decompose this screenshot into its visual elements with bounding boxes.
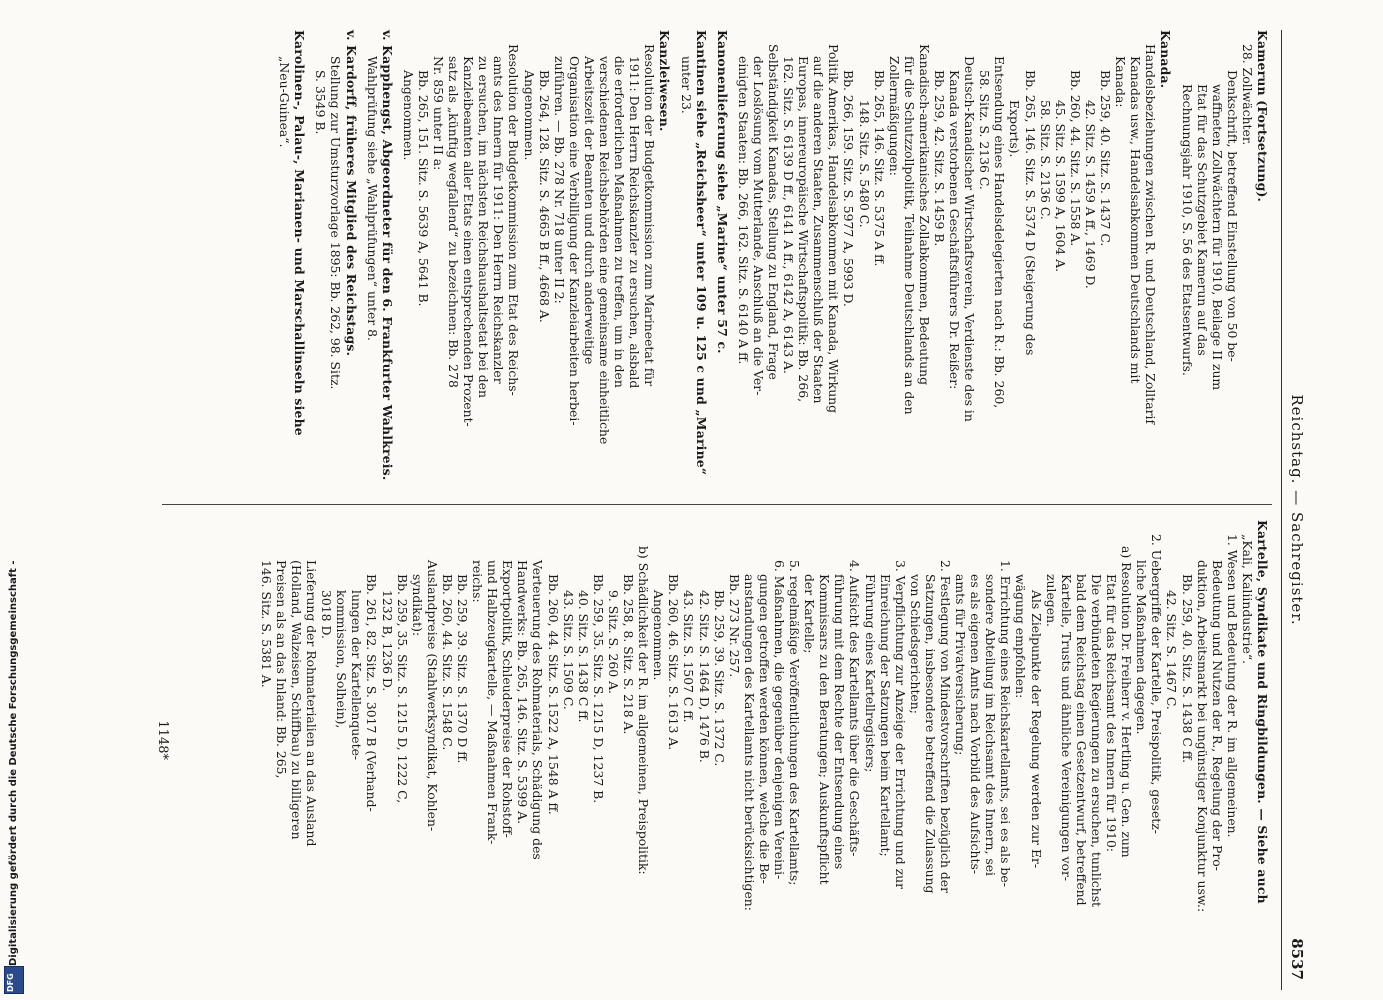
entry-line: Exportpolitik, Schleuderpreise der Rohstoff- xyxy=(500,560,516,838)
entry-line: 1232 B, 1236 D. xyxy=(379,590,395,692)
entry-line: liche Maßnahmen dagegen. xyxy=(1134,560,1150,735)
running-head xyxy=(1278,30,1310,990)
entry-line: Bb. 259, 39. Sitz. S. 1372 C. xyxy=(711,590,727,767)
entry-line: es als eigenen Amts nach Vorbild des Aufsichts- xyxy=(968,574,984,875)
entry-heading: Kamerun (Fortsetzung). xyxy=(1255,30,1270,203)
entry-line: Lieferung der Rohmaterialien an das Ausland xyxy=(304,560,320,847)
entry-line: a) Resolution Dr. Freiherr v. Hertling u. Gen. zum xyxy=(1119,546,1135,858)
entry-line: 42. Sitz. S. 1459 A ff., 1469 D. xyxy=(1082,100,1098,289)
entry-line: „Neu-Guinea“. xyxy=(277,56,293,148)
entry-line: anstandungen des Kartellamts nicht berücksichtigen: xyxy=(741,574,757,911)
entry-line: Handwerks: Bb. 265, 146. Sitz. S. 5399 A. xyxy=(515,560,531,825)
entry-line: Angenommen. xyxy=(651,590,667,681)
entry-line: von Schiedsgerichten; xyxy=(907,574,923,714)
entry-line: 3018 D. xyxy=(319,590,335,639)
entry-line: (Holland, Walzeisen, Schiffbau) zu billigeren xyxy=(289,560,304,840)
entry-line: 58. Sitz. S. 2136 C. xyxy=(977,70,993,190)
entry-line: Bb. 260, 46. Sitz. S. 1613 A. xyxy=(666,574,682,751)
entry-line: 148. Sitz. S. 5480 C. xyxy=(856,100,872,228)
running-head-title: Reichstag. — Sachregister. xyxy=(1288,394,1306,626)
rotated-page-content xyxy=(80,30,1310,990)
entry-line: zulegen. xyxy=(1043,574,1059,627)
entry-line: Bb. 266, 159. Sitz. S. 5977 A, 5993 D. xyxy=(841,70,857,307)
entry-line: Bb. 265, 146. Sitz. S. 5375 A ff. xyxy=(871,70,887,267)
entry-line: 2. Festlegung von Mindestvorschriften bezüglich der xyxy=(938,560,954,894)
entry-line: Bb. 265, 151. Sitz. S. 5639 A, 5641 B. xyxy=(415,70,431,307)
entry-line: Selbständigkeit Kanadas, Stellung zu England, Frage xyxy=(766,44,781,380)
entry-line: Wahlprüfung siehe „Wahlprüfungen“ unter 8. xyxy=(364,56,380,341)
entry-line: 4. Aufsicht des Kartellamts über die Geschäfts- xyxy=(847,560,863,857)
entry-heading: Kanzleiwesen. xyxy=(657,30,673,132)
entry-line: 43. Sitz. S. 1509 C. xyxy=(560,590,576,710)
entry-line: 43. Sitz. S. 1507 C ff. xyxy=(681,590,697,723)
header-rule xyxy=(1281,30,1282,990)
entry-heading: v. Kardorff, früheres Mitglied des Reichstags. xyxy=(343,30,359,357)
entry-line: der Loslösung vom Mutterlande, Anschluß an die Ver- xyxy=(750,56,766,396)
entry-line: Bb. 260, 44. Sitz. S. 1522 A, 1548 A ff. xyxy=(545,574,561,815)
entry-line: Rechnungsjahr 1910, S. 56 des Etatsentwurfs. xyxy=(1179,84,1195,376)
entry-line: 3. Verpflichtung zur Anzeige der Errichtung und zur xyxy=(892,560,908,890)
entry-line: zu ersuchen, im nächsten Reichshaushaltsetat bei den xyxy=(476,56,492,398)
page-number: 8537 xyxy=(1288,938,1306,980)
entry-line: Bb. 261, 82. Sitz. S. 3017 B (Verhand- xyxy=(364,574,380,812)
entry-line: 1911: Den Herrn Reichskanzler zu ersuchen, alsbald xyxy=(627,56,643,389)
entry-heading: Kantinen siehe „Reichsheer“ unter 109 u. 125 c und „Marine“ xyxy=(693,30,709,476)
entry-line: kommission, Solhein), xyxy=(334,590,350,729)
entry-line: b) Schädlichkeit der R. im allgemeinen, Preispolitik: xyxy=(636,546,652,875)
left-column xyxy=(277,30,1270,485)
entry-line: Kartelle, Trusts und ähnliche Vereinigungen vor- xyxy=(1058,574,1074,882)
entry-line: lungen der Kartellenquete- xyxy=(349,590,365,761)
entry-line: Auslandpreise (Stahlwerksyndikat, Kohlen- xyxy=(424,560,440,832)
entry-line: führung mit dem Rechte der Entsendung eines xyxy=(832,574,848,870)
entry-line: Kanada verstorbenen Geschäftsführers Dr. Reißer: xyxy=(947,70,963,390)
dfg-logo-text: DFG xyxy=(6,973,15,992)
entry-line: 58. Sitz. S. 2136 C. xyxy=(1037,100,1053,220)
entry-line: 1. Errichtung eines Reichskartellamts, sei es als be- xyxy=(998,560,1014,887)
entry-line: der Kartelle; xyxy=(802,574,818,654)
entry-line: auf die anderen Staaten, Zusammenschluß der Staaten xyxy=(811,56,827,404)
entry-line: Bb. 259, 35. Sitz. S. 1215 D, 1237 B. xyxy=(590,574,606,804)
entry-line: Bb. 260, 44. Sitz. S. 1558 A. xyxy=(1067,70,1083,247)
entry-line: Kommissars zu den Beratungen; Auskunftspflicht xyxy=(817,574,833,885)
entry-line: 9. Sitz. S. 260 A. xyxy=(605,590,621,694)
entry-line: amts für Privatversicherung; xyxy=(953,574,969,756)
entry-line: unter 23. xyxy=(678,56,694,114)
entry-line: Handelsbeziehungen zwischen R. und Deutschland, Zolltarif xyxy=(1143,44,1159,425)
entry-line: Kanada: xyxy=(1113,56,1129,108)
entry-line: duktion, Arbeitsmarkt bei ungünstiger Konjunktur usw.: xyxy=(1194,560,1210,913)
entry-line: Nr. 859 unter II a: xyxy=(431,56,447,171)
entry-line: Als Zielpunkte der Regelung werden zur Er- xyxy=(1028,590,1044,869)
entry-line: gungen getroffen werden können, welche die Be- xyxy=(756,574,772,884)
entry-line: 42. Sitz. S. 1467 C. xyxy=(1164,590,1180,710)
entry-line: Bb. 259, 40. Sitz. S. 1437 C. xyxy=(1098,70,1114,247)
entry-line: 1. Wesen und Bedeutung der R. im allgemeinen. xyxy=(1224,534,1240,838)
entry-line: Kanadas usw., Handelsabkommen Deutschlands mit xyxy=(1128,56,1144,384)
entry-line: Bedeutung und Nutzen der R., Regelung der Pro- xyxy=(1209,560,1225,871)
entry-line: 45. Sitz. S. 1599 A, 1604 A. xyxy=(1052,100,1068,273)
entry-line: Etat für das Schutzgebiet Kamerun auf das xyxy=(1194,84,1210,356)
entry-line: Führung eines Kartellregisters; xyxy=(862,574,878,773)
entry-line: Resolution der Budgetkommission zum Marineetat für xyxy=(642,44,658,387)
entry-line: Kanadisch-amerikanisches Zollabkommen, Bedeutung xyxy=(916,44,932,385)
entry-line: syndikat): xyxy=(409,574,425,637)
entry-line: wägung empfohlen: xyxy=(1013,574,1029,699)
entry-line: verschiedenen Reichsbehörden eine gemeinsame einheitliche xyxy=(597,56,613,445)
entry-line: Verteuerung des Rohmaterials, Schädigung des xyxy=(530,560,546,860)
entry-line: 6. Maßnahmen, die gegenüber denjenigen Vereini- xyxy=(772,560,787,880)
entry-line: einigten Staaten: Bb. 266, 162. Sitz. S. 6140 A ff. xyxy=(735,56,751,365)
entry-heading: v. Kapphengst, Abgeordneter für den 6. Frankfurter Wahlkreis. xyxy=(379,30,395,481)
entry-line: Angenommen. xyxy=(400,70,416,161)
entry-line: Resolution der Budgetkommission zum Etat des Reichs- xyxy=(506,44,522,396)
entry-line: Satzungen, insbesondere betreffend die Zulassung xyxy=(922,574,938,894)
entry-line: S. 3549 B. xyxy=(313,70,329,135)
entry-line: „Kali, Kaliindustrie“. xyxy=(1239,534,1255,665)
entry-line: Zollermäßigungen: xyxy=(886,56,902,176)
entry-line: Bb. 259, 35. Sitz. S. 1215 D, 1222 C, xyxy=(394,574,410,804)
entry-line: Europas, innereuropäische Wirtschaftspolitik: Bb. 266, xyxy=(796,56,812,403)
entry-line: Entsendung eines Handelsdelegierten nach R.: Bb. 260, xyxy=(992,56,1008,409)
spacer xyxy=(730,30,736,485)
entry-line: Bb. 259, 42. Sitz. S. 1459 B. xyxy=(932,70,948,247)
entry-heading: Kanada. xyxy=(1158,30,1174,89)
entry-line: 40. Sitz. S. 1438 C ff. xyxy=(575,590,591,723)
entry-line: Kanzleibeamten aller Etats einen entsprechenden Prozent- xyxy=(461,56,477,427)
entry-line: bald dem Reichstag einen Gesetzentwurf, betreffend xyxy=(1073,574,1089,906)
entry-line: Einreichung der Satzungen beim Kartellamt; xyxy=(877,574,893,857)
entry-line: Preisen als an das Inland: Bb. 265, xyxy=(273,560,289,779)
entry-line: Bb. 265, 146. Sitz. S. 5374 D (Steigerung des xyxy=(1022,70,1038,356)
signature-number: 1148* xyxy=(155,720,170,760)
entry-line: zuführen. — Bb. 278 Nr. 718 unter II 2: xyxy=(551,56,567,304)
entry-line: Etat für das Reichsamt des Innern für 1910: xyxy=(1104,574,1120,853)
entry-line: 2. Uebergriffe der Kartelle, Preispolitik, gesetz- xyxy=(1149,534,1165,834)
spacer xyxy=(359,30,365,485)
entry-line: Politik Amerikas, Handelsabkommen mit Kanada, Wirkung xyxy=(826,44,842,414)
entry-line: 28. Zollwächter. xyxy=(1239,44,1255,146)
entry-line: sondere Abteilung im Reichsamt des Innern, sei xyxy=(983,574,999,876)
spacer xyxy=(395,30,401,485)
entry-line: Bb. 273 Nr. 257. xyxy=(726,574,742,678)
entry-line: Organisation eine Verbilligung der Kanzleiarbeiten herbei- xyxy=(566,56,582,426)
entry-line: Bb. 264, 128. Sitz. S. 4665 B ff., 4668 A. xyxy=(536,70,552,323)
digitization-note-text: Digitalisierung gefördert durch die Deutsche Forschungsgemeinschaft - xyxy=(8,560,19,966)
entry-line: Bb. 259, 39. Sitz. S. 1370 D ff. xyxy=(455,574,471,764)
entry-line: 5. regelmäßige Veröffentlichungen des Kartellamts; xyxy=(787,560,803,886)
entry-line: 162. Sitz. S. 6139 D ff., 6141 A ff., 6142 A, 6143 A. xyxy=(781,56,797,374)
entry-heading: Karolinen-, Palau-, Marianen- und Marschallinseln siehe xyxy=(292,30,308,436)
entry-line: Exports). xyxy=(1007,100,1023,158)
entry-line: Bb. 259, 40. Sitz. S. 1438 C ff. xyxy=(1179,574,1195,764)
entry-line: Stellung zur Umsturzvorlage 1895: Bb. 262, 98. Sitz. xyxy=(328,56,344,390)
entry-heading: Kartelle, Syndikate und Ringbildungen. — Siehe auch xyxy=(1255,520,1270,904)
entry-line: satz als „künftig wegfallend“ zu bezeichnen: Bb. 278 xyxy=(446,56,462,388)
dfg-logo xyxy=(4,966,24,994)
entry-line: Bb. 260, 44. Sitz. S. 1548 C. xyxy=(439,574,455,751)
entry-heading: Kanonenlieferung siehe „Marine“ unter 57 c. xyxy=(714,30,730,354)
column-divider xyxy=(162,504,1272,505)
digitization-note xyxy=(8,6,22,996)
right-column xyxy=(259,520,1270,975)
entry-line: für die Schutzzollpolitik, Teilnahme Deutschlands an den xyxy=(901,56,917,415)
entry-line: Angenommen. xyxy=(521,70,537,161)
entry-line: 146. Sitz. S. 5381 A. xyxy=(258,560,274,688)
entry-line: amts des Innern für 1911: Den Herrn Reichskanzler xyxy=(491,56,507,384)
entry-line: Denkschrift, betreffend Einstellung von 50 be- xyxy=(1224,70,1240,362)
entry-line: 42. Sitz. S. 1464 D, 1476 B. xyxy=(696,590,712,763)
entry-line: waffneten Zollwächtern für 1910, Beilage II zum xyxy=(1209,84,1225,391)
entry-line: reichs: xyxy=(470,560,486,603)
entry-line: und Halbzeugkartelle, — Maßnahmen Frank- xyxy=(485,560,501,845)
entry-line: die erforderlichen Maßnahmen zu treffen, um in den xyxy=(612,56,628,388)
entry-line: Die verbündeten Regierungen zu ersuchen, tunlichst xyxy=(1088,574,1104,908)
entry-line: Bb. 258, 8. Sitz. S. 218 A. xyxy=(621,574,637,735)
entry-line: Arbeitszeit der Beamten und durch anderweitige xyxy=(581,56,597,365)
spacer xyxy=(709,30,715,485)
entry-line: Deutsch-Kanadischer Wirtschaftsverein, Verdienste des in xyxy=(962,56,978,422)
